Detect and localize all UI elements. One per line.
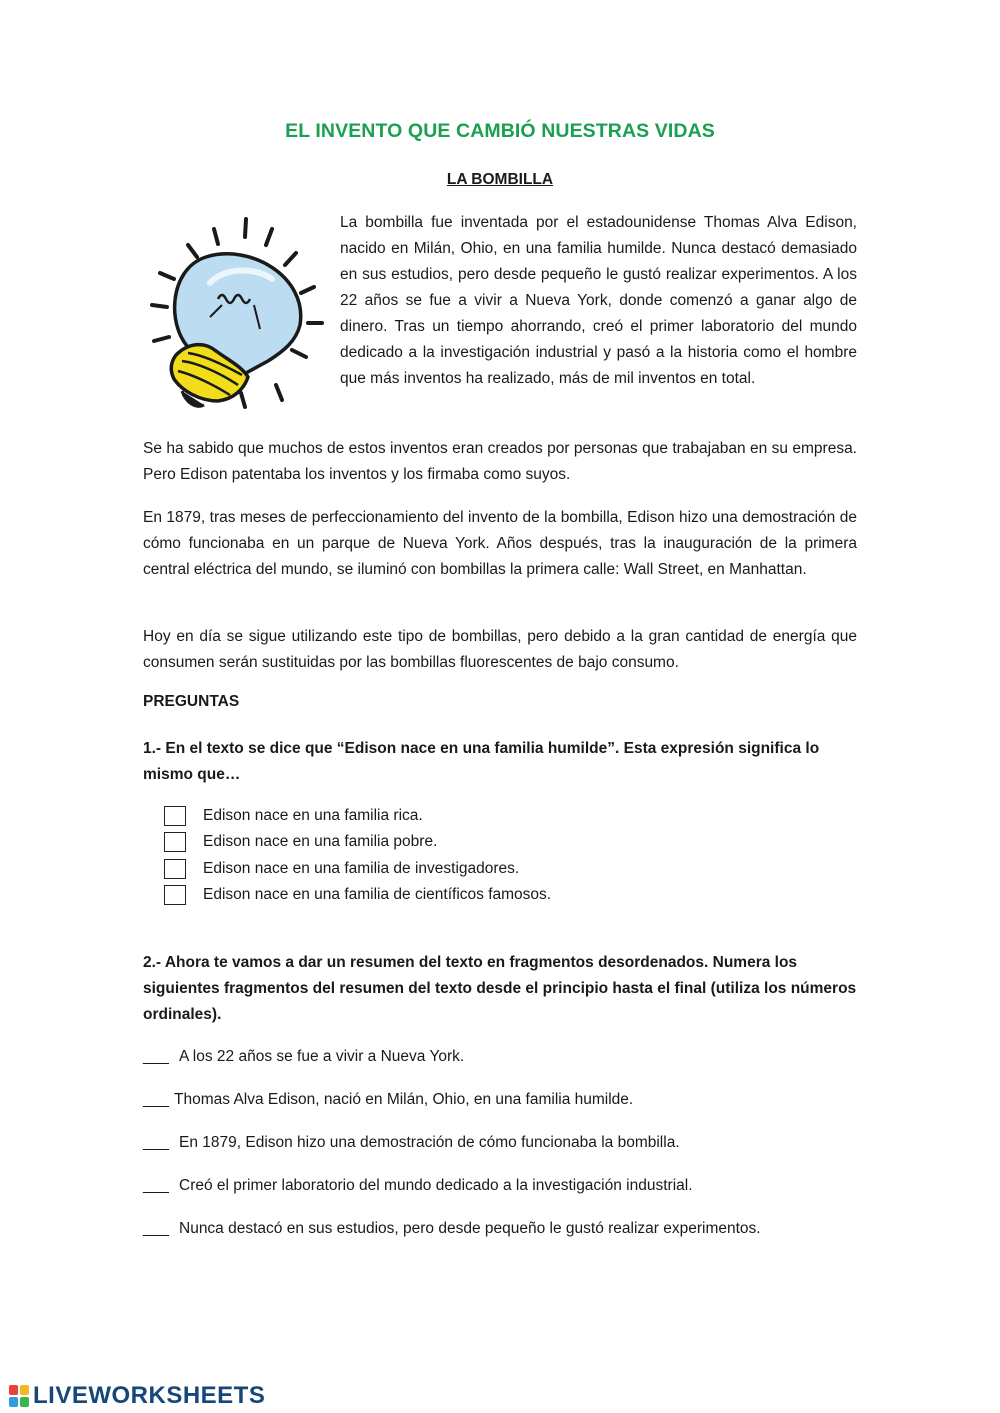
question-2-prompt: 2.- Ahora te vamos a dar un resumen del texto en fragmentos desordenados. Numera los siguientes fragmentos del resumen del texto desde el principio hasta el final (utiliza los números ordinales). [143,954,857,1023]
option-checkbox[interactable] [164,885,186,905]
order-item-text: Thomas Alva Edison, nació en Milán, Ohio, en una familia humilde. [174,1091,634,1108]
question-1-options [164,803,551,908]
option-checkbox[interactable] [164,859,186,879]
option-row [164,882,551,908]
answer-blank[interactable]: ___ [143,1220,169,1237]
order-item [143,1087,857,1113]
question-1-prompt: 1.- En el texto se dice que “Edison nace en una familia humilde”. Esta expresión significa lo mismo que… [143,740,820,783]
page-subtitle: LA BOMBILLA [446,171,554,188]
answer-blank[interactable]: ___ [143,1134,169,1151]
option-row [164,856,551,882]
answer-blank[interactable]: ___ [143,1177,169,1194]
order-item-text: Creó el primer laboratorio del mundo dedicado a la investigación industrial. [179,1177,693,1194]
order-item-text: En 1879, Edison hizo una demostración de cómo funcionaba la bombilla. [179,1134,680,1151]
order-item [143,1173,857,1199]
option-row [164,803,551,829]
order-item-text: A los 22 años se fue a vivir a Nueva York. [179,1048,465,1065]
questions-heading: PREGUNTAS [143,693,240,710]
answer-blank[interactable]: ___ [143,1091,169,1108]
option-row [164,829,551,855]
order-item [143,1130,857,1156]
liveworksheets-logo [8,1381,265,1411]
order-item-text: Nunca destacó en sus estudios, pero desde pequeño le gustó realizar experimentos. [179,1220,761,1237]
option-label: Edison nace en una familia rica. [203,807,423,825]
intro-paragraph: La bombilla fue inventada por el estadounidense Thomas Alva Edison, nacido en Milán, Ohio, en una familia humilde. Nunca destacó demasiado en sus estudios, pero desde pequeño le gustó realizar experimentos. A los 22 años se fue a vivir a Nueva York, donde comenzó a ganar algo de dinero. Tras un tiempo ahorrando, creó el primer laboratorio del mundo dedicado a la investigación industrial y pasó a la historia como el hombre que más inventos ha realizado, más de mil inventos en total. [340,214,857,387]
paragraph-4: Hoy en día se sigue utilizando este tipo de bombillas, pero debido a la gran cantidad de energía que consumen serán sustituidas por las bombillas fluorescentes de bajo consumo. [143,628,857,671]
liveworksheets-logo-icon [8,1384,30,1408]
paragraph-2: Se ha sabido que muchos de estos inventos eran creados por personas que trabajaban en su empresa. Pero Edison patentaba los inventos y los firmaba como suyos. [143,440,857,483]
lightbulb-icon [138,205,330,415]
brand-name: LIVEWORKSHEETS [33,1382,266,1409]
option-label: Edison nace en una familia de científicos famosos. [203,886,552,904]
page-title: EL INVENTO QUE CAMBIÓ NUESTRAS VIDAS [285,120,715,142]
option-checkbox[interactable] [164,832,186,852]
option-checkbox[interactable] [164,806,186,826]
answer-blank[interactable]: ___ [143,1048,169,1065]
order-item [143,1044,857,1070]
option-label: Edison nace en una familia de investigadores. [203,859,520,877]
order-item [143,1216,857,1242]
paragraph-3: En 1879, tras meses de perfeccionamiento del invento de la bombilla, Edison hizo una demostración de cómo funcionaba en un parque de Nueva York. Años después, tras la inauguración de la primera central eléctrica del mundo, se iluminó con bombillas la primera calle: Wall Street, en Manhattan. [143,509,857,578]
option-label: Edison nace en una familia pobre. [203,833,438,851]
